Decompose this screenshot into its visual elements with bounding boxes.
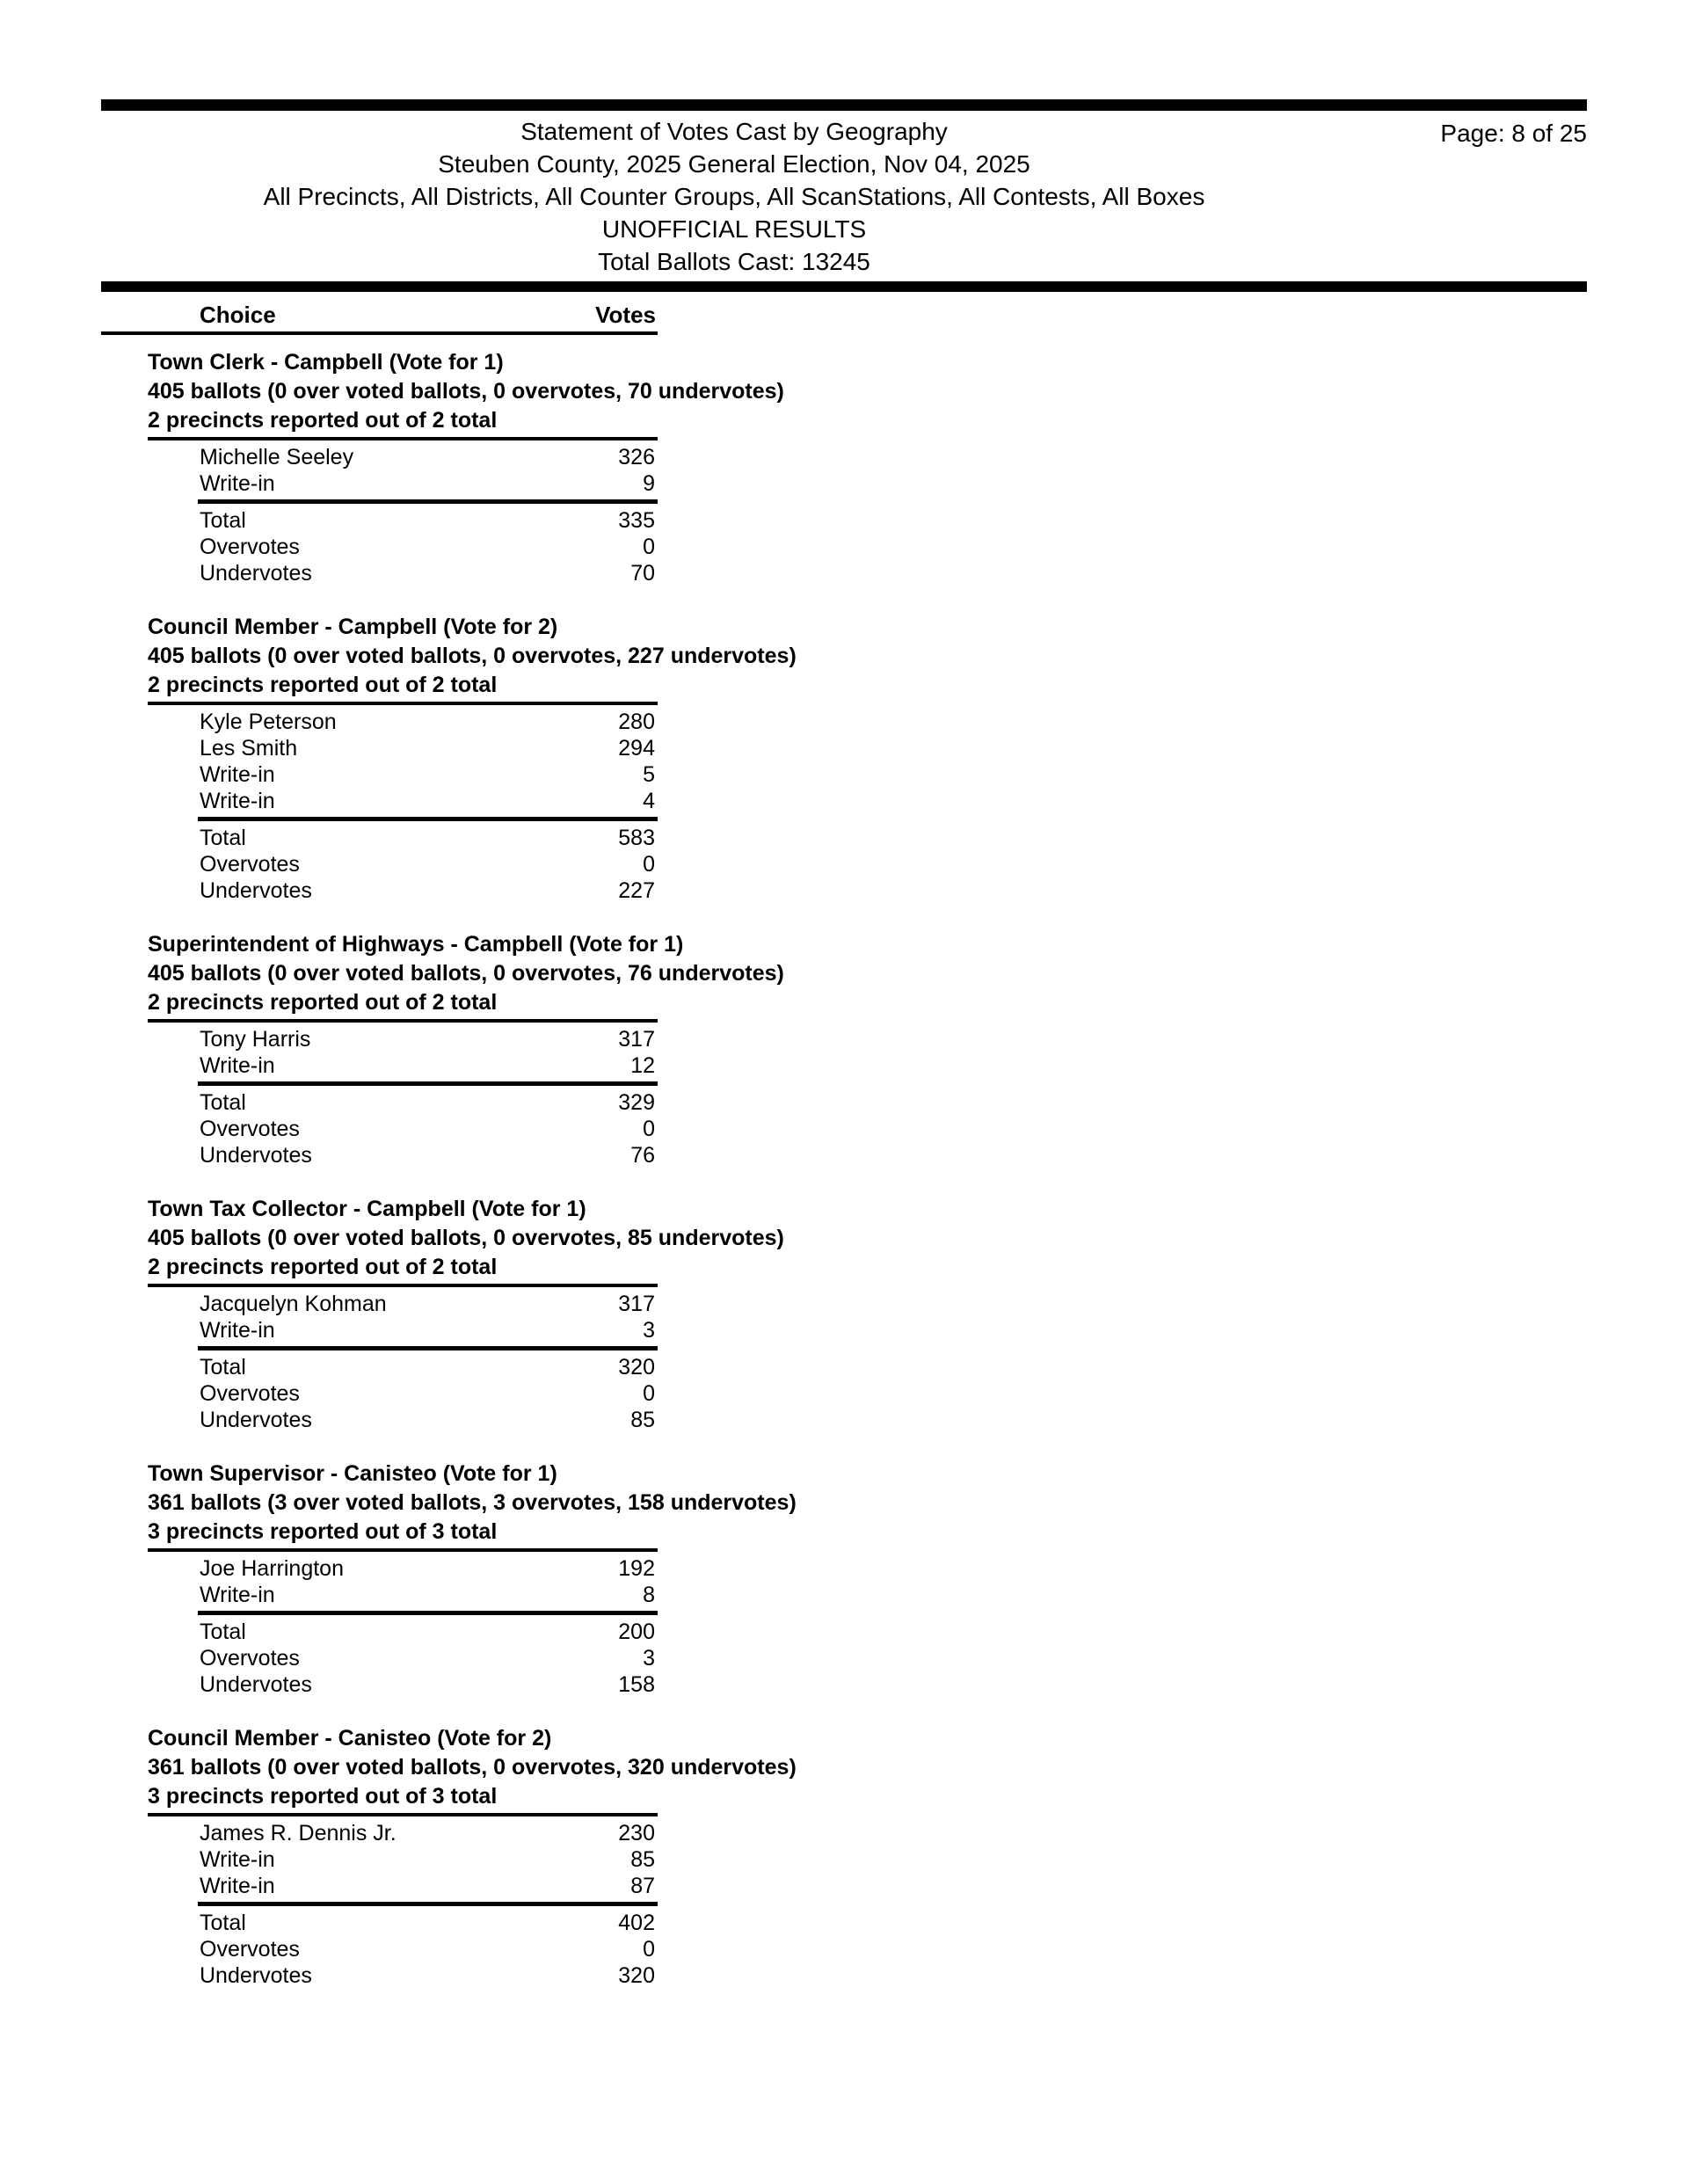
candidate-name: Write-in: [200, 1053, 275, 1078]
precincts-underline: [148, 437, 658, 440]
report-filters: All Precincts, All Districts, All Counter Groups, All ScanStations, All Contests, All Boxes: [263, 183, 1205, 210]
contest-title: Town Supervisor - Canisteo (Vote for 1): [148, 1461, 557, 1486]
total-label: Total: [200, 1355, 246, 1380]
contest-section: [101, 1460, 1587, 1698]
candidate-name: Write-in: [200, 762, 275, 787]
report-header: [101, 111, 1367, 278]
candidate-row: [101, 1846, 658, 1873]
totals-divider: [198, 1902, 658, 1906]
candidate-name: Kyle Peterson: [200, 710, 337, 734]
total-votes: 3: [643, 1646, 655, 1671]
candidate-name: Tony Harris: [200, 1027, 311, 1052]
totals-divider: [198, 1081, 658, 1086]
total-rows: [101, 1910, 1587, 1989]
candidate-row: [101, 1582, 658, 1608]
contest-title: Town Tax Collector - Campbell (Vote for 1): [148, 1197, 586, 1221]
contest-precincts-summary: 3 precincts reported out of 3 total: [148, 1519, 498, 1544]
total-label: Undervotes: [200, 1963, 312, 1988]
candidate-votes: 230: [618, 1821, 655, 1845]
total-label: Overvotes: [200, 1937, 300, 1962]
total-row: [101, 1354, 658, 1380]
total-votes: 320: [618, 1355, 655, 1380]
total-votes: 158: [618, 1672, 655, 1697]
total-label: Total: [200, 508, 246, 533]
contest-precincts-summary: 2 precincts reported out of 2 total: [148, 1255, 498, 1279]
total-votes: 200: [618, 1620, 655, 1644]
contest-header: [101, 1195, 1466, 1282]
total-votes: 0: [643, 1937, 655, 1962]
total-row: [101, 1936, 658, 1962]
total-row: [101, 560, 658, 586]
candidate-votes: 317: [618, 1027, 655, 1052]
contest-title: Town Clerk - Campbell (Vote for 1): [148, 350, 504, 375]
candidate-row: [101, 1026, 658, 1052]
contest-section: [101, 348, 1587, 586]
candidate-name: Write-in: [200, 1847, 275, 1872]
total-votes: 0: [643, 1117, 655, 1141]
candidate-row: [101, 761, 658, 788]
total-row: [101, 1142, 658, 1168]
candidate-votes: 9: [643, 471, 655, 496]
candidate-votes: 192: [618, 1556, 655, 1581]
total-label: Overvotes: [200, 1117, 300, 1141]
candidate-name: Write-in: [200, 789, 275, 813]
candidate-row: [101, 788, 658, 814]
total-row: [101, 1380, 658, 1407]
contest-title: Council Member - Campbell (Vote for 2): [148, 615, 558, 639]
total-row: [101, 1671, 658, 1698]
contest-header: [101, 930, 1466, 1017]
total-row: [101, 534, 658, 560]
candidate-votes: 4: [643, 789, 655, 813]
candidate-row: [101, 709, 658, 735]
total-rows: [101, 507, 1587, 586]
contest-ballots-summary: 405 ballots (0 over voted ballots, 0 overvotes, 85 undervotes): [148, 1226, 784, 1250]
total-votes: 85: [630, 1408, 655, 1432]
top-rule: [101, 99, 1587, 111]
total-label: Undervotes: [200, 1408, 312, 1432]
contest-header: [101, 1724, 1466, 1811]
contest-ballots-summary: 361 ballots (3 over voted ballots, 3 overvotes, 158 undervotes): [148, 1490, 797, 1515]
contest-ballots-summary: 405 ballots (0 over voted ballots, 0 overvotes, 76 undervotes): [148, 961, 784, 986]
precincts-underline: [148, 702, 658, 705]
total-rows: [101, 1619, 1587, 1698]
candidate-row: [101, 1291, 658, 1317]
precincts-underline: [148, 1284, 658, 1287]
report-title: Statement of Votes Cast by Geography: [520, 118, 948, 145]
candidate-rows: [101, 709, 1587, 814]
total-row: [101, 1116, 658, 1142]
total-row: [101, 1645, 658, 1671]
total-votes: 335: [618, 508, 655, 533]
contest-title: Council Member - Canisteo (Vote for 2): [148, 1726, 552, 1751]
total-row: [101, 877, 658, 904]
report-subtitle: Steuben County, 2025 General Election, Nov 04, 2025: [438, 150, 1030, 178]
total-label: Overvotes: [200, 1381, 300, 1406]
candidate-name: Joe Harrington: [200, 1556, 344, 1581]
contest-section: [101, 613, 1587, 904]
candidate-name: Les Smith: [200, 736, 298, 761]
contest-precincts-summary: 2 precincts reported out of 2 total: [148, 990, 498, 1015]
candidate-votes: 326: [618, 445, 655, 470]
candidate-rows: [101, 1820, 1587, 1899]
table-header-row: [101, 294, 658, 335]
candidate-votes: 317: [618, 1292, 655, 1316]
contest-precincts-summary: 2 precincts reported out of 2 total: [148, 408, 498, 433]
total-votes: 583: [618, 826, 655, 850]
total-label: Overvotes: [200, 852, 300, 877]
candidate-row: [101, 1820, 658, 1846]
total-rows: [101, 1089, 1587, 1168]
total-row: [101, 507, 658, 534]
total-label: Total: [200, 1620, 246, 1644]
page-number: Page: 8 of 25: [1440, 120, 1587, 147]
total-label: Total: [200, 1911, 246, 1935]
total-label: Overvotes: [200, 535, 300, 559]
total-rows: [101, 1354, 1587, 1433]
candidate-name: James R. Dennis Jr.: [200, 1821, 397, 1845]
candidate-votes: 5: [643, 762, 655, 787]
total-row: [101, 1910, 658, 1936]
candidate-row: [101, 444, 658, 470]
candidate-row: [101, 1052, 658, 1079]
precincts-underline: [148, 1813, 658, 1816]
contest-ballots-summary: 405 ballots (0 over voted ballots, 0 overvotes, 227 undervotes): [148, 644, 797, 668]
contest-title: Superintendent of Highways - Campbell (Vote for 1): [148, 932, 684, 957]
candidate-rows: [101, 1291, 1587, 1343]
contest-ballots-summary: 361 ballots (0 over voted ballots, 0 overvotes, 320 undervotes): [148, 1755, 797, 1780]
candidate-row: [101, 735, 658, 761]
totals-divider: [198, 1611, 658, 1615]
candidate-row: [101, 1317, 658, 1343]
report-total-ballots: Total Ballots Cast: 13245: [598, 248, 870, 275]
total-row: [101, 851, 658, 877]
candidate-rows: [101, 1026, 1587, 1079]
contest-precincts-summary: 3 precincts reported out of 3 total: [148, 1784, 498, 1809]
candidate-votes: 294: [618, 736, 655, 761]
contest-ballots-summary: 405 ballots (0 over voted ballots, 0 overvotes, 70 undervotes): [148, 379, 784, 404]
contest-precincts-summary: 2 precincts reported out of 2 total: [148, 673, 498, 697]
candidate-name: Michelle Seeley: [200, 445, 354, 470]
total-votes: 70: [630, 561, 655, 586]
candidate-votes: 87: [630, 1874, 655, 1898]
candidate-name: Write-in: [200, 1318, 275, 1343]
contest-list: [101, 348, 1587, 1989]
totals-divider: [198, 817, 658, 821]
candidate-row: [101, 1555, 658, 1582]
total-label: Undervotes: [200, 1143, 312, 1168]
total-label: Undervotes: [200, 561, 312, 586]
total-row: [101, 1407, 658, 1433]
candidate-name: Write-in: [200, 471, 275, 496]
report-status: UNOFFICIAL RESULTS: [601, 215, 867, 243]
contest-section: [101, 1724, 1587, 1989]
candidate-votes: 8: [643, 1583, 655, 1607]
candidate-name: Jacquelyn Kohman: [200, 1292, 387, 1316]
precincts-underline: [148, 1019, 658, 1023]
header-rule: [101, 281, 1587, 292]
choice-column-header: Choice: [200, 302, 276, 328]
total-rows: [101, 825, 1587, 904]
totals-divider: [198, 1346, 658, 1350]
total-votes: 76: [630, 1143, 655, 1168]
total-votes: 0: [643, 535, 655, 559]
total-label: Undervotes: [200, 878, 312, 903]
total-row: [101, 825, 658, 851]
total-label: Total: [200, 1090, 246, 1115]
total-row: [101, 1089, 658, 1116]
votes-column-header: Votes: [595, 302, 656, 328]
candidate-name: Write-in: [200, 1583, 275, 1607]
total-row: [101, 1619, 658, 1645]
total-label: Total: [200, 826, 246, 850]
total-row: [101, 1962, 658, 1989]
precincts-underline: [148, 1548, 658, 1552]
total-votes: 329: [618, 1090, 655, 1115]
candidate-row: [101, 1873, 658, 1899]
candidate-votes: 3: [643, 1318, 655, 1343]
total-votes: 0: [643, 852, 655, 877]
candidate-rows: [101, 1555, 1587, 1608]
candidate-votes: 12: [630, 1053, 655, 1078]
contest-header: [101, 613, 1466, 700]
candidate-votes: 85: [630, 1847, 655, 1872]
contest-section: [101, 930, 1587, 1168]
total-votes: 0: [643, 1381, 655, 1406]
candidate-rows: [101, 444, 1587, 497]
totals-divider: [198, 499, 658, 504]
total-label: Overvotes: [200, 1646, 300, 1671]
total-votes: 227: [618, 878, 655, 903]
candidate-row: [101, 470, 658, 497]
contest-section: [101, 1195, 1587, 1433]
total-votes: 320: [618, 1963, 655, 1988]
contest-header: [101, 348, 1466, 435]
contest-header: [101, 1460, 1466, 1547]
total-votes: 402: [618, 1911, 655, 1935]
candidate-votes: 280: [618, 710, 655, 734]
candidate-name: Write-in: [200, 1874, 275, 1898]
total-label: Undervotes: [200, 1672, 312, 1697]
